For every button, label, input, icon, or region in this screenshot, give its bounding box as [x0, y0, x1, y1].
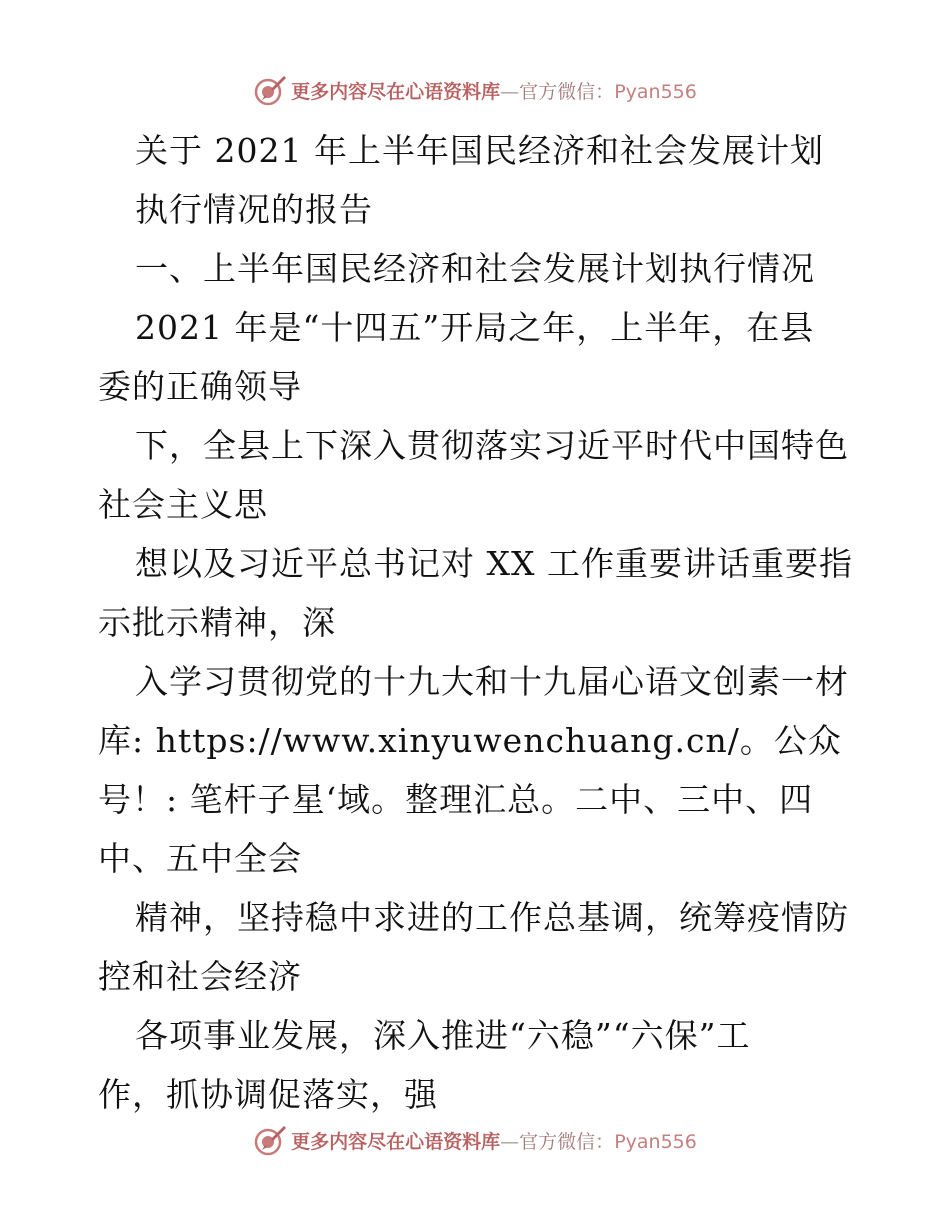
pen-logo-icon — [253, 1123, 287, 1157]
watermark-footer — [0, 1120, 950, 1160]
paragraph-line: 各项事业发展，深入推进“六稳”“六保”工 — [135, 1016, 751, 1055]
paragraph-line: 号！: 笔杆子星‘域。整理汇总。二中、三中、四 — [98, 780, 814, 819]
watermark-text — [291, 77, 697, 104]
report-title-line-1: 关于 2021 年上半年国民经济和社会发展计划 — [135, 131, 824, 170]
watermark-separator: — — [500, 1130, 520, 1153]
report-title-line-2: 执行情况的报告 — [135, 190, 373, 229]
paragraph-line: 委的正确领导 — [98, 367, 302, 406]
pen-logo-icon — [253, 73, 287, 107]
watermark-wechat-id: Pyan556 — [614, 1130, 697, 1153]
watermark-wechat-label: 官方微信： — [519, 80, 615, 103]
paragraph-line: 示批示精神，深 — [98, 603, 336, 642]
paragraph-line: 控和社会经济 — [98, 957, 302, 996]
paragraph-line: 下，全县上下深入贯彻落实习近平时代中国特色 — [135, 426, 849, 465]
watermark-wechat-label: 官方微信： — [519, 1130, 615, 1153]
document-body — [98, 121, 868, 1124]
paragraph-line: 库: https://www.xinyuwenchuang.cn/。公众 — [98, 721, 842, 760]
watermark-wechat-id: Pyan556 — [614, 80, 697, 103]
paragraph-line: 中、五中全会 — [98, 839, 302, 878]
paragraph-line: 想以及习近平总书记对 XX 工作重要讲话重要指 — [135, 544, 853, 583]
watermark-text — [291, 1127, 697, 1154]
paragraph-line: 2021 年是“十四五”开局之年，上半年，在县 — [135, 308, 815, 347]
watermark-separator: — — [500, 80, 520, 103]
watermark-main: 更多内容尽在心语资料库 — [291, 1130, 501, 1153]
watermark-header — [0, 70, 950, 110]
paragraph-line: 社会主义思 — [98, 485, 268, 524]
paragraph-line: 作，抓协调促落实，强 — [98, 1075, 438, 1114]
paragraph-line: 精神，坚持稳中求进的工作总基调，统筹疫情防 — [135, 898, 849, 937]
section-heading: 一、上半年国民经济和社会发展计划执行情况 — [135, 249, 815, 288]
watermark-main: 更多内容尽在心语资料库 — [291, 80, 501, 103]
paragraph-line: 入学习贯彻党的十九大和十九届心语文创素一材 — [135, 662, 849, 701]
